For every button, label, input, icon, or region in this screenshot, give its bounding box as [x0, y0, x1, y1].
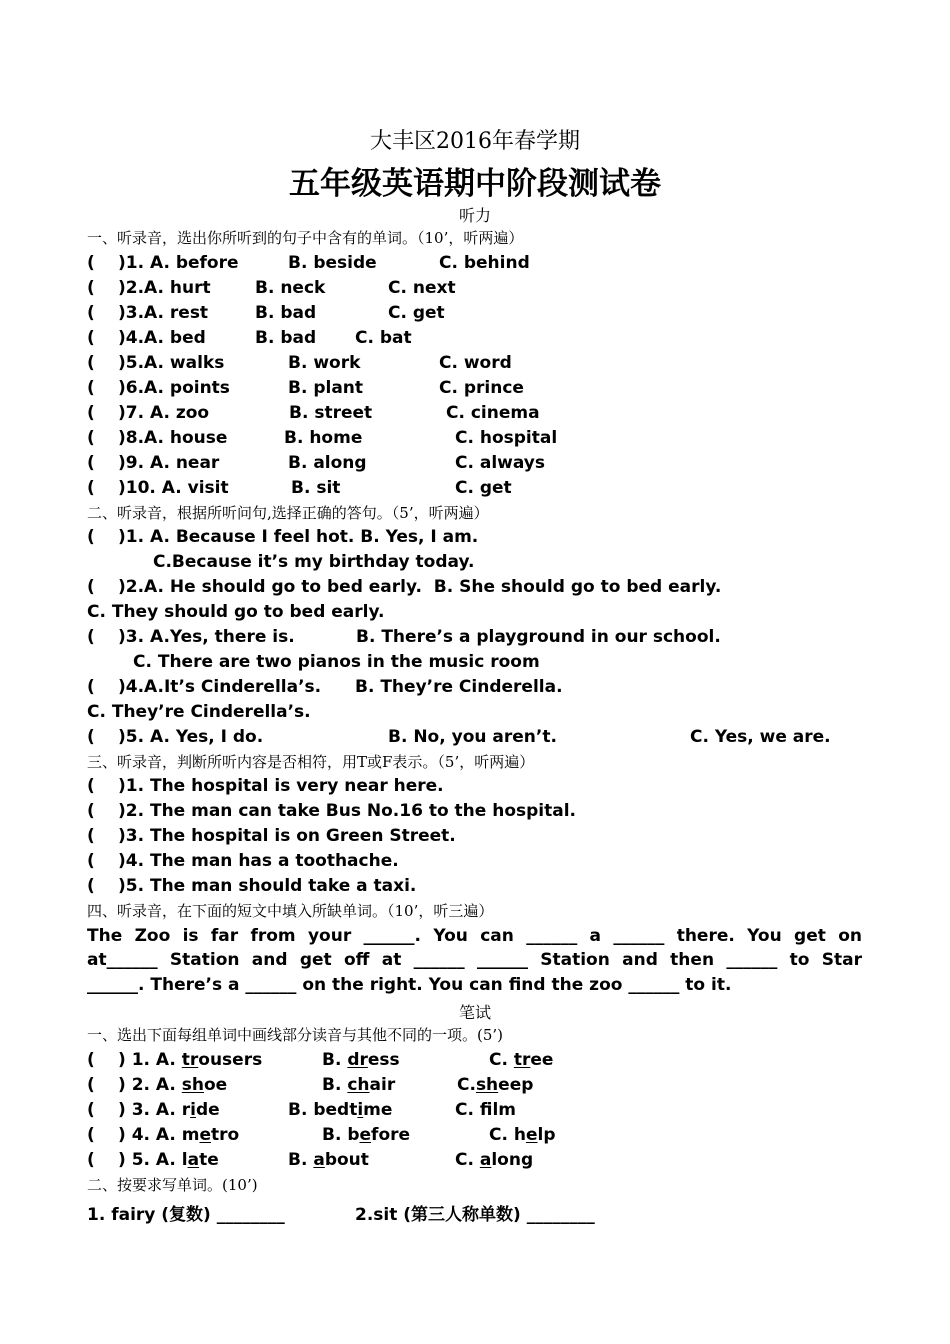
- part4-passage-line: at______ Station and get off at ______ ______ Station and then ______ to Star: [87, 950, 862, 970]
- exam-page: 大丰区2016年春学期 五年级英语期中阶段测试卷 听力 一、听录音，选出你所听到的句子中含有的单词。（10’，听两遍） ( )1. A. before B. beside C. behind ( )2.A. hurt B. neck C. next ( )3.A. rest B. bad C. get ( )4.A. bed B. bad C. bat ( )5.A. walks B. work C. word ( )6.A. points B. plant C. prince ( )7. A. zoo B. street C. cinema ( )8.A. house B. home C. hospital ( )9. A. near B. along C. always ( )10. A. visit B. sit C. get 二、听录音，根据所听问句,选择正确的答句。（5’，听两遍） ( )1. A. Because I feel hot. B. Yes, I am. C.Because it’s my birthday today. ( )2.A. He should go to bed early. B. She should go to bed early. C. They should go to bed early. ( )3. A.Yes, there is. B. There’s a playground in our school. C. There are two pianos in the music room ( )4.A.It’s Cinderella’s. B. They’re Cinderella. C. They’re Cinderella’s. ( )5. A. Yes, I do. B. No, you aren’t. C. Yes, we are. 三、听录音，判断所听内容是否相符，用T或F表示。（5’，听两遍） ( )1. The hospital is very near here. ( )2. The man can take Bus No.16 to the hospital. ( )3. The hospital is on Green Street. ( )4. The man has a toothache. ( )5. The man should take a taxi. 四、听录音，在下面的短文中填入所缺单词。（10’，听三遍） The Zoo is far from your ______. You can ______ a ______ there. You get on at______ Station and get off at ______ ______ Station and then ______ to Star ______. There’s a ______ on the right. You can find the zoo ______ to it. 笔试 一、选出下面每组单词中画线部分读音与其他不同的一项。(5’) ( ) 1. A. trousers B. dress C. tree ( ) 2. A. shoe B. chair C.sheep ( ) 3. A. ride B. bedtime C. flm ( ) 4. A. metro B. before C. help ( ) 5. A. late B. about C. along 二、按要求写单词。(10’) 1. fairy (复数) ________ 2.sit (第三人称单数) ________: [0, 0, 950, 1344]
- part4-heading: 四、听录音，在下面的短文中填入所缺单词。（10’，听三遍）: [87, 902, 494, 920]
- part3-heading: 三、听录音，判断所听内容是否相符，用T或F表示。（5’，听两遍）: [87, 753, 535, 771]
- listening-section-title: 听力: [458, 206, 491, 225]
- word-form-item: 1. fairy (复数) ________: [87, 1205, 285, 1225]
- part2-heading: 二、听录音，根据所听问句,选择正确的答句。（5’，听两遍）: [87, 504, 489, 522]
- written-part1-heading: 一、选出下面每组单词中画线部分读音与其他不同的一项。(5’): [87, 1026, 504, 1044]
- part1-heading: 一、听录音，选出你所听到的句子中含有的单词。（10’，听两遍）: [87, 229, 524, 247]
- written-part2-heading: 二、按要求写单词。(10’): [87, 1176, 258, 1194]
- written-section-title: 笔试: [458, 1003, 491, 1022]
- exam-subtitle: 大丰区2016年春学期: [370, 129, 580, 154]
- word-form-item: 2.sit (第三人称单数) ________: [355, 1205, 595, 1225]
- exam-title: 五年级英语期中阶段测试卷: [289, 166, 661, 202]
- part4-passage-line: The Zoo is far from your ______. You can ______ a ______ there. You get on: [87, 926, 862, 946]
- part4-passage-line: ______. There’s a ______ on the right. You can find the zoo ______ to it.: [87, 975, 732, 995]
